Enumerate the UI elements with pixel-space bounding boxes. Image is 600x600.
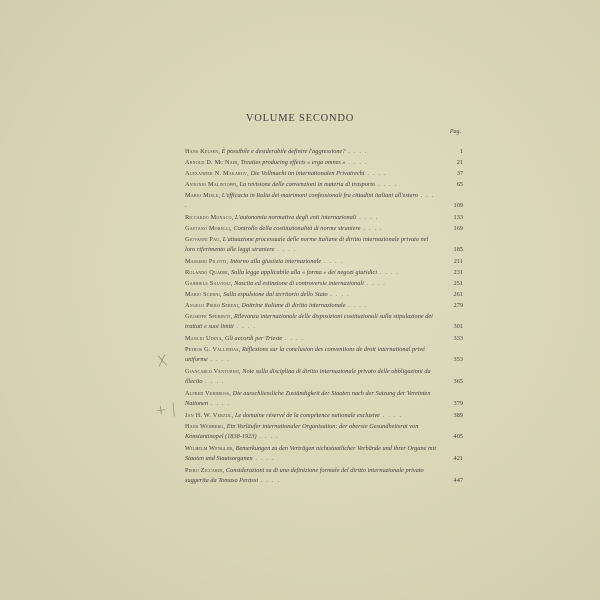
toc-title: Considerazioni su di una definizione formale del diritto internazionale privato suggerita da Tomaso Perassi (185, 467, 424, 484)
toc-author: Manlio Udina, (185, 335, 224, 342)
leader-dots: . . . . (327, 291, 350, 298)
toc-entry (185, 466, 463, 485)
toc-entry (185, 411, 463, 421)
toc-entry (185, 312, 463, 331)
toc-title: La revisione delle convenzioni in materia di trasporto (239, 181, 376, 188)
toc-author: Alexander N. Makarov, (185, 170, 249, 177)
toc-entry (185, 290, 463, 300)
leader-dots: . . . . (207, 355, 230, 363)
toc-entry (185, 147, 463, 157)
toc-title: Die ausschliessliche Zuständigkeit der Staaten nach der Satzung der Vereinten Nationen (185, 390, 431, 407)
toc-title: Die Vollmacht im internationalen Privatrecht (250, 170, 365, 177)
toc-author: Piero Ziccardi, (185, 467, 225, 474)
toc-author: Mario Scerni, (185, 291, 222, 298)
leader-dots: . . . . (360, 225, 383, 232)
toc-page-number: 389 (453, 412, 463, 419)
toc-author: Antonio Malintoppi, (185, 181, 238, 188)
toc-author: Massimo Pilotti, (185, 258, 229, 265)
pencil-mark-cross: + | (154, 400, 177, 420)
leader-dots: . . . . (375, 181, 398, 188)
toc-entry (185, 169, 463, 179)
toc-entry (185, 389, 463, 408)
toc-entry (185, 367, 463, 386)
toc-entry (185, 345, 463, 364)
toc-entry (185, 191, 463, 210)
leader-dots: . . . . (274, 245, 297, 253)
toc-title: Note sulla disciplina di diritto internazionale privato delle obbligazioni da illecito (185, 368, 431, 385)
toc-author: Hans Wehberg, (185, 423, 226, 430)
toc-page-number: 261 (453, 291, 463, 298)
leader-dots: . . . . (258, 476, 281, 484)
toc-page-number: 353 (453, 355, 463, 363)
leader-dots: . . . . (379, 412, 403, 419)
toc-entry (185, 224, 463, 234)
pencil-mark-x: X (155, 351, 169, 371)
toc-entry (185, 301, 463, 311)
toc-author: Hans Kelsen, (185, 148, 221, 155)
toc-author: Angelo Piero Sereni, (185, 302, 240, 309)
toc-entry (185, 235, 463, 254)
toc-author: Petros G. Vallindas, (185, 346, 241, 353)
toc-author: Giancarlo Venturini, (185, 368, 241, 375)
toc-entry (185, 422, 463, 441)
toc-title: Treaties producing effects « erga omnes » (240, 159, 346, 166)
toc-page-number: 21 (456, 159, 463, 166)
leader-dots: . . . . (256, 432, 279, 440)
leader-dots: . . . . (363, 280, 387, 287)
leader-dots: . . . . (208, 399, 231, 407)
toc-entry (185, 334, 463, 344)
toc-page-number: 251 (453, 280, 463, 287)
toc-title: Rilevanza internazionale delle disposizioni costituzionali sulla stipulazione dei trattati e suoi limiti (185, 313, 433, 330)
leader-dots: . . . . (233, 322, 257, 330)
leader-dots: . . . . (345, 159, 368, 166)
toc-entry (185, 158, 463, 168)
toc-author: Giovanni Pau, (185, 236, 222, 243)
toc-author: Mario Miele, (185, 192, 221, 199)
toc-title: Ein Vorläufer internationaler Organisation: der oberste Gesundheitsrat von Konstantinopel (1838-1923) (185, 423, 419, 440)
leader-dots: . . . . (345, 148, 368, 155)
toc-entry (185, 268, 463, 278)
leader-dots: . . . . (185, 192, 435, 209)
toc-author: Alfred Verdross, (185, 390, 232, 397)
toc-title: Nascita ed estinzione di controversie internazionali (234, 280, 364, 287)
toc-author: Jan H. W. Verzijl, (185, 412, 234, 419)
toc-entry (185, 444, 463, 463)
toc-page-number: 185 (453, 245, 463, 253)
toc-page-number: 65 (456, 181, 463, 188)
toc-page-number: 211 (453, 258, 463, 265)
toc-page-number: 109 (453, 201, 463, 209)
toc-title: L'efficacia in Italia dei matrimoni confessionali fra cittadini italiani all'estero (221, 192, 418, 199)
toc-author: Rolando Quadri, (185, 269, 230, 276)
toc-page-number: 365 (453, 377, 463, 385)
toc-title: Gli accordi per Trieste (224, 335, 283, 342)
leader-dots: . . . . (345, 302, 368, 309)
page-column-label: Pag. (449, 129, 461, 135)
page-title: VOLUME SECONDO (245, 113, 355, 124)
toc-page-number: 301 (453, 322, 463, 330)
toc-page-number: 379 (453, 399, 463, 407)
toc-title: Dottrine italiane di diritto internazionale (241, 302, 346, 309)
toc-entry (185, 180, 463, 190)
toc-author: Riccardo Monaco, (185, 214, 234, 221)
toc-title: L'autonomia normativa degli enti internazionali (234, 214, 357, 221)
leader-dots: . . . . (202, 377, 225, 385)
toc-author: Wilhelm Wengler, (185, 445, 235, 452)
toc-page-number: 405 (453, 432, 463, 440)
toc-author: Giuseppe Sperduti, (185, 313, 233, 320)
leader-dots: . . . . (356, 214, 379, 221)
toc-page-number: 447 (453, 476, 463, 484)
toc-title: È possibile e desiderabile definire l'aggressione? (221, 148, 346, 155)
toc-author: Gabriele Salvioli, (185, 280, 233, 287)
toc-title: Sulla espulsione dal territorio dello Stato (223, 291, 328, 298)
toc-entry (185, 257, 463, 267)
toc-page-number: 279 (453, 302, 463, 309)
toc-entry (185, 213, 463, 223)
toc-page-number: 133 (453, 214, 463, 221)
toc-title: L'attuazione processuale delle norme italiane di diritto internazionale privato nel loro riferimento alle leggi straniere (185, 236, 429, 253)
toc-entry (185, 279, 463, 289)
toc-page-number: 231 (453, 269, 463, 276)
toc-page-number: 169 (453, 225, 463, 232)
leader-dots: . . . . (252, 454, 275, 462)
leader-dots: . . . . (377, 269, 400, 276)
toc-page-number: 333 (453, 335, 463, 342)
toc-title: Le domaine réservé de la compétence nationale exclusive (234, 412, 380, 419)
toc-title: Sulla legge applicabile alla « forma » dei negozi giuridici (231, 269, 378, 276)
toc-page-number: 37 (456, 170, 463, 177)
toc-page-number: 421 (453, 454, 463, 462)
leader-dots: . . . . (282, 335, 305, 342)
toc-author: Gaetano Morelli, (185, 225, 232, 232)
toc-title: Bemerkungen zu den Verträgen nichtstaatlicher Verbände und ihrer Organe mit Staaten und Staatsorganen (185, 445, 437, 462)
toc-title: Intorno alla giustizia internazionale (230, 258, 322, 265)
leader-dots: . . . . (321, 258, 344, 265)
toc-page-number: 1 (459, 148, 463, 155)
leader-dots: . . . . (364, 170, 387, 177)
toc-title: Controllo della costituzionalità di norme straniere (233, 225, 361, 232)
toc-title: Réflexions sur la conclusion des conventions de droit international privé uniforme (185, 346, 425, 363)
toc-author: Arnold D. Mc Nair, (185, 159, 240, 166)
